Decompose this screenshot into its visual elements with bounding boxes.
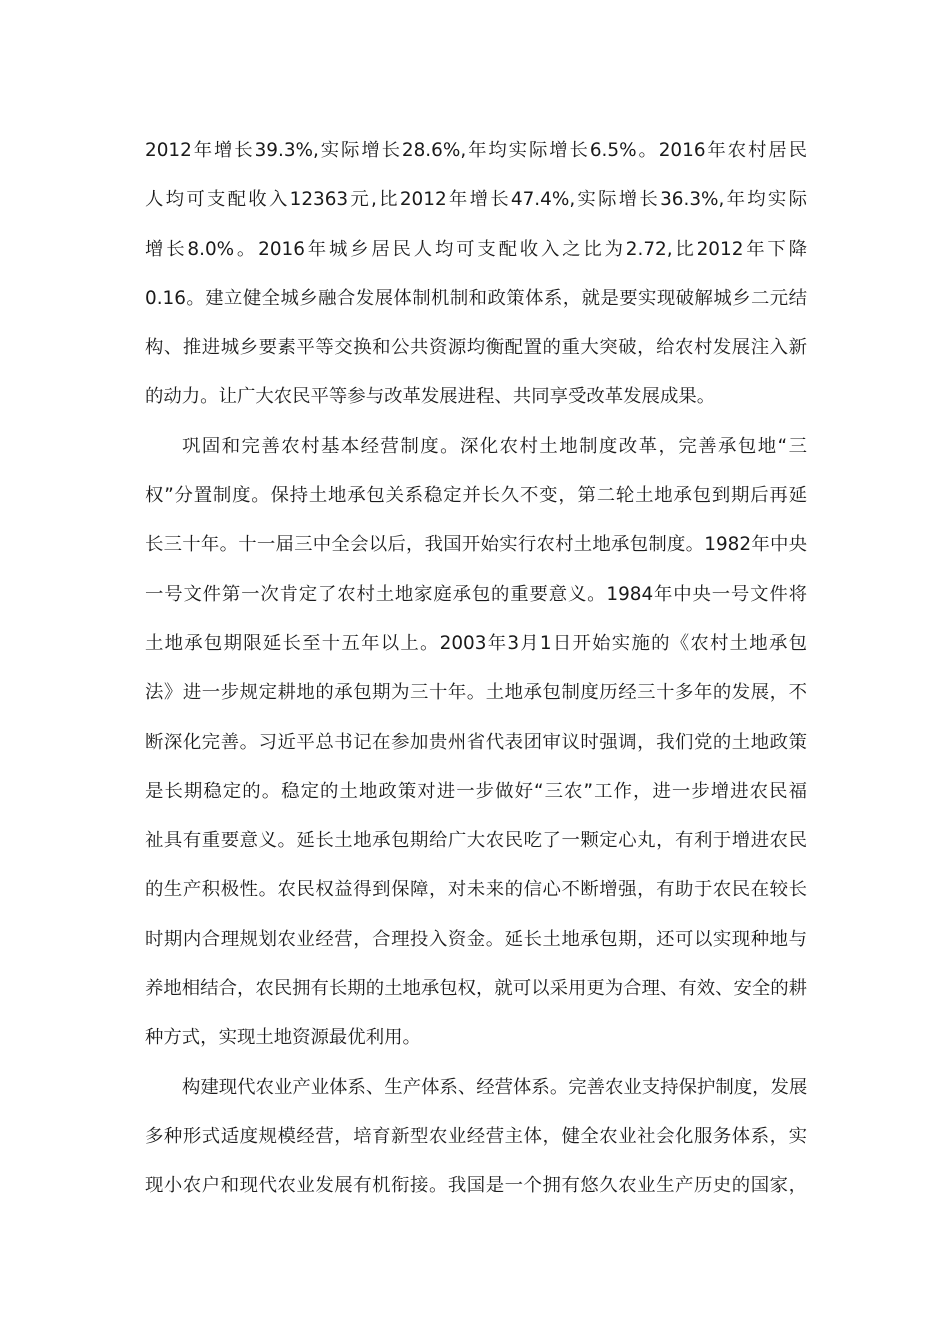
text-line: 现小农户和现代农业发展有机衔接。我国是一个拥有悠久农业生产历史的国家， [145, 1175, 807, 1197]
document-page [145, 126, 807, 1211]
paragraph-modern-agriculture [145, 1063, 807, 1211]
paragraph-income-stats [145, 126, 807, 422]
text-line: 多种形式适度规模经营，培育新型农业经营主体，健全农业社会化服务体系，实 [145, 1125, 807, 1147]
text-line: 构建现代农业产业体系、生产体系、经营体系。完善农业支持保护制度，发展 [182, 1076, 808, 1098]
text-line: 断深化完善。习近平总书记在参加贵州省代表团审议时强调，我们党的土地政策 [145, 731, 807, 753]
text-line: 增长8.0%。2016年城乡居民人均可支配收入之比为2.72,比2012年下降 [145, 238, 807, 260]
text-line: 种方式，实现土地资源最优利用。 [145, 1027, 421, 1049]
text-line: 的动力。让广大农民平等参与改革发展进程、共同享受改革发展成果。 [145, 386, 716, 408]
text-line: 时期内合理规划农业经营，合理投入资金。延长土地承包期，还可以实现种地与 [145, 928, 807, 950]
text-line: 权”分置制度。保持土地承包关系稳定并长久不变，第二轮土地承包到期后再延 [145, 485, 807, 507]
paragraph-land-contract [145, 422, 807, 1063]
text-line: 一号文件第一次肯定了农村土地家庭承包的重要意义。1984年中央一号文件将 [145, 583, 807, 605]
text-line: 0.16。建立健全城乡融合发展体制机制和政策体系，就是要实现破解城乡二元结 [145, 287, 807, 309]
text-line: 2012年增长39.3%,实际增长28.6%,年均实际增长6.5%。2016年农村居民 [145, 140, 807, 161]
text-line: 长三十年。十一届三中全会以后，我国开始实行农村土地承包制度。1982年中央 [145, 534, 807, 556]
text-line: 巩固和完善农村基本经营制度。深化农村土地制度改革，完善承包地“三 [182, 435, 807, 457]
text-line: 是长期稳定的。稳定的土地政策对进一步做好“三农”工作，进一步增进农民福 [145, 780, 807, 802]
text-line: 土地承包期限延长至十五年以上。2003年3月1日开始实施的《农村土地承包 [145, 632, 807, 654]
text-line: 祉具有重要意义。延长土地承包期给广大农民吃了一颗定心丸，有利于增进农民 [145, 830, 807, 852]
text-line: 养地相结合，农民拥有长期的土地承包权，就可以采用更为合理、有效、安全的耕 [145, 978, 808, 1000]
text-line: 法》进一步规定耕地的承包期为三十年。土地承包制度历经三十多年的发展，不 [145, 682, 807, 704]
text-line: 构、推进城乡要素平等交换和公共资源均衡配置的重大突破，给农村发展注入新 [145, 337, 807, 359]
text-line: 的生产积极性。农民权益得到保障，对未来的信心不断增强，有助于农民在较长 [145, 879, 807, 901]
text-line: 人均可支配收入12363元,比2012年增长47.4%,实际增长36.3%,年均实际 [145, 189, 807, 211]
